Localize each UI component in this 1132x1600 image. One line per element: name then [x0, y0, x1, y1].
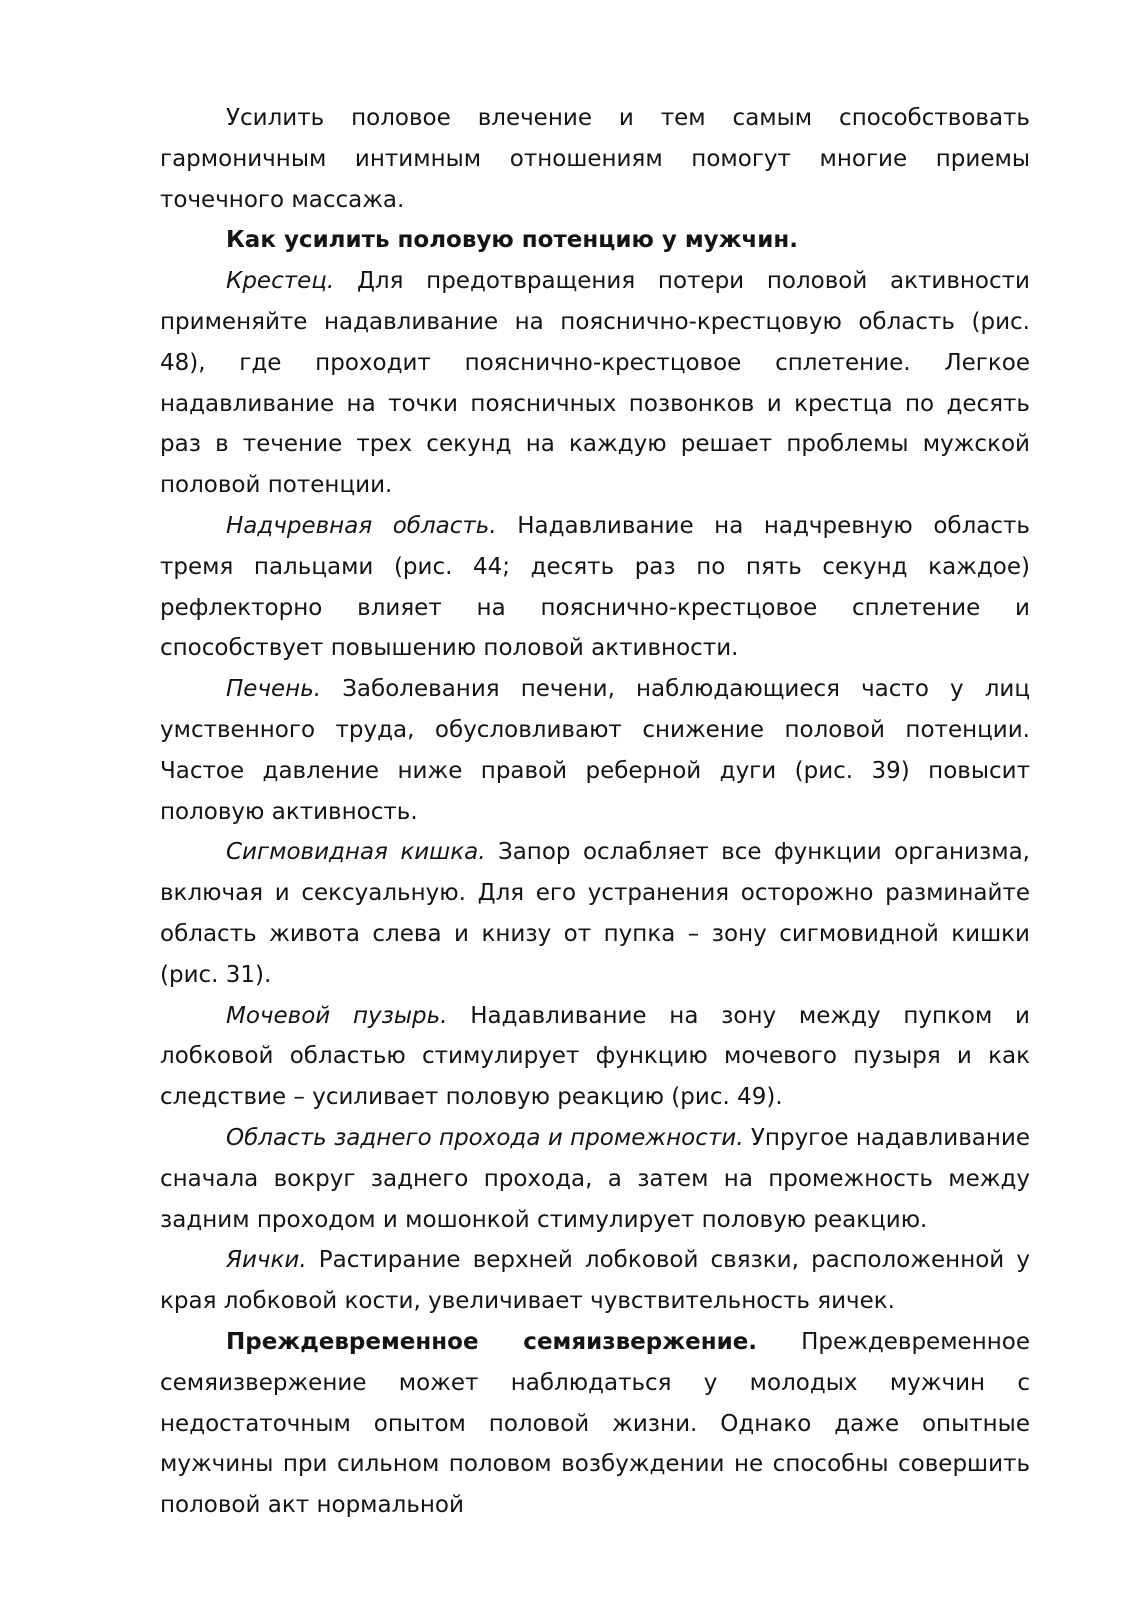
paragraph-liver — [160, 669, 1030, 832]
paragraph-text: Растирание верхней лобковой связки, расположенной у края лобковой кости, увеличивает чувствительность яичек. — [160, 1247, 1030, 1315]
paragraph-lead: Крестец. — [226, 268, 335, 295]
paragraph-lead: Надчревная область. — [226, 512, 497, 539]
section-heading — [160, 220, 1030, 261]
paragraph-text: Запор ослабляет все функции организма, включая и сексуальную. Для его устранения осторожно разминайте область живота слева и книзу от пупка – зону сигмовидной кишки (рис. 31). — [160, 839, 1030, 988]
heading-text: Как усилить половую потенцию у мужчин. — [226, 227, 799, 254]
paragraph-text: Усилить половое влечение и тем самым способствовать гармоничным интимным отношениям помогут многие приемы точечного массажа. — [160, 105, 1030, 213]
paragraph-premature — [160, 1322, 1030, 1526]
paragraph-intro — [160, 98, 1030, 220]
paragraph-text: Надавливание на надчревную область тремя пальцами (рис. 44; десять раз по пять секунд каждое) рефлекторно влияет на пояснично-крестцовое сплетение и способствует повышению половой активности. — [160, 512, 1030, 662]
paragraph-sacrum — [160, 261, 1030, 506]
paragraph-text: Для предотвращения потери половой активности применяйте надавливание на пояснично-крестцовую область (рис. 48), где проходит пояснично-крестцовое сплетение. Легкое надавливание на точки поясничных позвонков и крестца по десять раз в течение трех секунд на каждую решает проблемы мужской половой потенции. — [160, 268, 1030, 499]
paragraph-lead: Область заднего прохода и промежности. — [226, 1124, 744, 1151]
paragraph-testicles — [160, 1240, 1030, 1322]
paragraph-text: Преждевременное семяизвержение может наблюдаться у молодых мужчин с недостаточным опытом половой жизни. Однако даже опытные мужчины при сильном половом возбуждении не способны совершить половой акт нормальной — [160, 1328, 1031, 1519]
paragraph-text: Упругое надавливание сначала вокруг заднего прохода, а затем на промежность между задним проходом и мошонкой стимулирует половую реакцию. — [160, 1124, 1030, 1233]
paragraph-text: Заболевания печени, наблюдающиеся часто у лиц умственного труда, обусловливают снижение половой потенции. Частое давление ниже правой реберной дуги (рис. 39) повысит половую активность. — [160, 676, 1030, 825]
paragraph-perineum — [160, 1118, 1030, 1240]
paragraph-lead: Яички. — [226, 1247, 307, 1274]
document-page — [160, 98, 1030, 1526]
paragraph-lead: Мочевой пузырь. — [226, 1002, 448, 1029]
paragraph-bladder — [160, 996, 1030, 1118]
paragraph-lead: Печень. — [226, 676, 322, 703]
paragraph-bold-lead: Преждевременное семяизвержение. — [226, 1328, 758, 1355]
paragraph-text: Надавливание на зону между пупком и лобковой областью стимулирует функцию мочевого пузыря и как следствие – усиливает половую реакцию (рис. 49). — [160, 1002, 1030, 1111]
paragraph-sigmoid — [160, 832, 1030, 995]
paragraph-lead: Сигмовидная кишка. — [226, 839, 486, 866]
paragraph-epigastric — [160, 506, 1030, 669]
